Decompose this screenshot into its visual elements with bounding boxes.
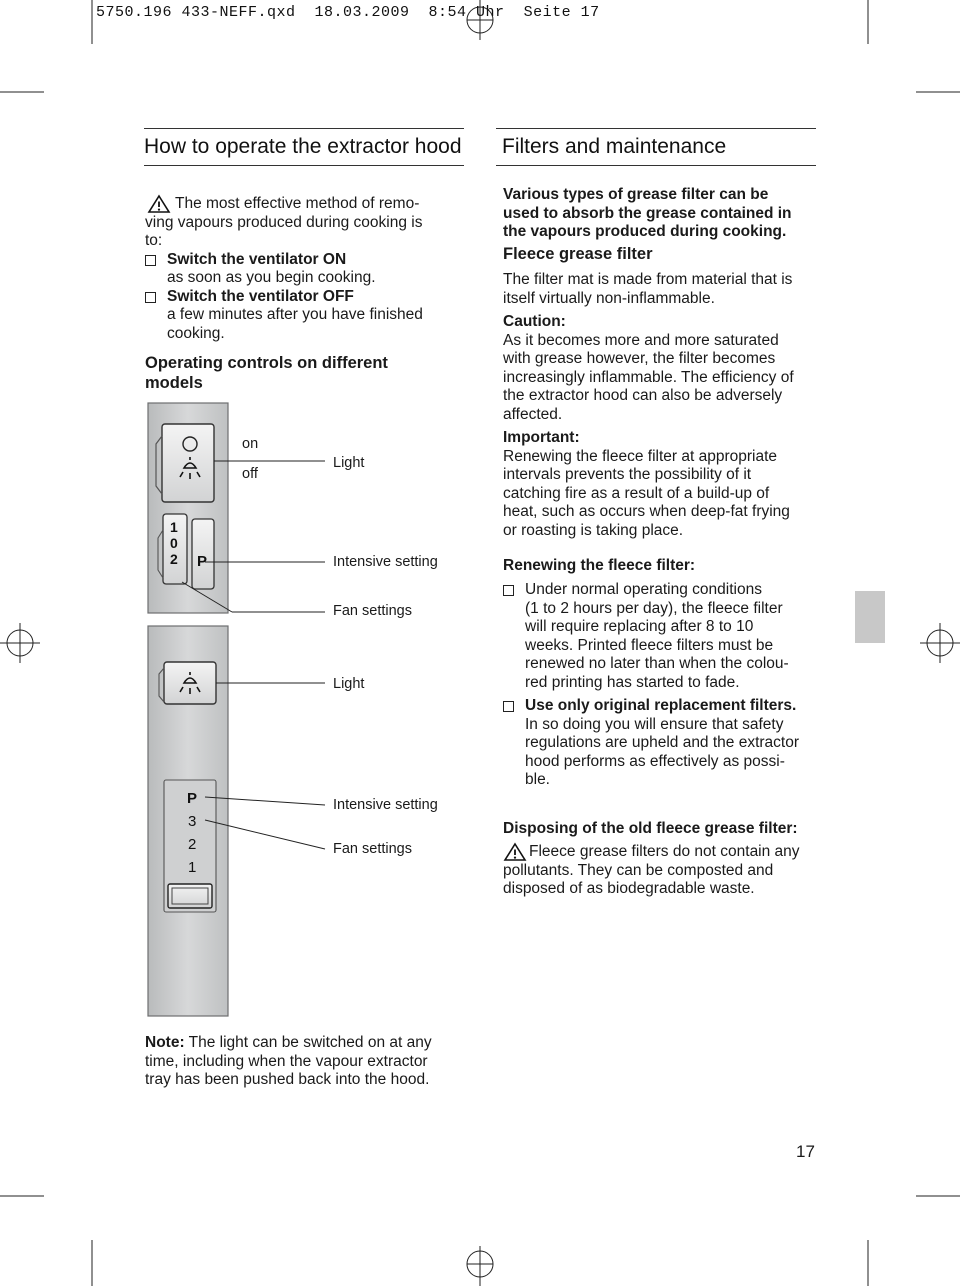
renew1-line-3: will require replacing after 8 to 10 xyxy=(525,618,754,635)
fan-digit-2: 2 xyxy=(170,551,178,567)
item1-bold: Switch the ventilator ON xyxy=(167,250,347,268)
slider-label-3: 3 xyxy=(188,813,197,830)
right-intro-line-1: Various types of grease filter can be xyxy=(503,186,769,203)
dispose-line-3: disposed of as biodegradable waste. xyxy=(503,880,755,897)
renew2-line-3: hood performs as effectively as possi- xyxy=(525,752,785,770)
label-intensive-1: Intensive setting xyxy=(333,554,438,570)
checkbox-bullet-icon xyxy=(503,585,514,596)
item2-text-2: cooking. xyxy=(167,324,225,342)
dispose-line-2: pollutants. They can be composted and xyxy=(503,861,774,879)
p-label: P xyxy=(197,553,208,570)
caution-line-2: with grease however, the filter becomes xyxy=(503,350,776,367)
intro-line-1: The most effective method of remo- xyxy=(175,195,420,212)
renew1-line-5: renewed no later than when the colou- xyxy=(525,655,789,672)
label-light-2: Light xyxy=(333,676,365,692)
item2-bold: Switch the ventilator OFF xyxy=(167,287,354,305)
caution-label: Caution: xyxy=(503,313,566,330)
list-item-original-filters xyxy=(503,697,823,790)
renew-list xyxy=(503,581,823,790)
note-label: Note: xyxy=(145,1034,185,1051)
note-line-3: tray has been pushed back into the hood. xyxy=(145,1071,430,1088)
fleece-paragraph xyxy=(503,271,823,540)
fleece-line-2: itself virtually non-inflammable. xyxy=(503,289,715,307)
renew1-line-6: red printing has started to fade. xyxy=(525,673,740,691)
left-section-title: How to operate the extractor hood xyxy=(144,135,462,158)
label-off: off xyxy=(242,466,258,482)
list-item-renew-interval xyxy=(503,581,823,692)
dispose-paragraph xyxy=(503,843,823,899)
caution-line-3: increasingly inflammable. The efficiency of xyxy=(503,368,794,386)
dispose-heading: Disposing of the old fleece grease filter: xyxy=(503,820,798,837)
warning-icon xyxy=(503,842,527,862)
renew1-line-2: (1 to 2 hours per day), the fleece filter xyxy=(525,599,783,617)
important-line-3: catching fire as a result of a build-up of xyxy=(503,484,770,502)
note-line-2: time, including when the vapour extractor xyxy=(145,1052,428,1070)
item1-text: as soon as you begin cooking. xyxy=(167,269,376,286)
right-title-rule-bottom xyxy=(496,165,816,166)
renew2-line-1: In so doing you will ensure that safety xyxy=(525,715,784,733)
caution-line-4: the extractor hood can also be adversely xyxy=(503,387,783,404)
slider-label-2: 2 xyxy=(188,836,197,853)
label-fan-1: Fan settings xyxy=(333,603,412,619)
fleece-line-1: The filter mat is made from material that is xyxy=(503,271,793,288)
checkbox-bullet-icon xyxy=(503,701,514,712)
renew2-line-2: regulations are upheld and the extractor xyxy=(525,734,800,751)
important-line-5: or roasting is taking place. xyxy=(503,521,684,539)
important-line-4: heat, such as occurs when deep-fat frying xyxy=(503,503,790,520)
intro-line-3: to: xyxy=(145,232,163,249)
page-number: 17 xyxy=(796,1142,815,1161)
important-line-1: Renewing the fleece filter at appropriate xyxy=(503,447,777,465)
right-intro xyxy=(503,186,823,242)
right-title-rule-top xyxy=(496,128,816,129)
right-section-title: Filters and maintenance xyxy=(502,135,727,158)
print-slug: 5750.196 433-NEFF.qxd 18.03.2009 8:54 Uhr Seite 17 xyxy=(96,4,600,21)
fan-digit-1: 1 xyxy=(170,519,178,535)
fleece-heading: Fleece grease filter xyxy=(503,245,653,263)
caution-line-5: affected. xyxy=(503,405,563,423)
intro-line-2: ving vapours produced during cooking is xyxy=(145,213,423,231)
label-intensive-2: Intensive setting xyxy=(333,797,438,813)
controls-heading-line-1: Operating controls on different xyxy=(145,354,388,372)
label-fan-2: Fan settings xyxy=(333,841,412,857)
right-intro-line-2: used to absorb the grease contained in xyxy=(503,204,792,222)
thumb-index-tab xyxy=(855,591,885,643)
slider-label-p: P xyxy=(187,790,198,807)
renew1-line-4: weeks. Printed fleece filters must be xyxy=(525,636,774,654)
controls-heading-line-2: models xyxy=(145,374,203,392)
label-light-1: Light xyxy=(333,455,365,471)
renew2-bold: Use only original replacement filters. xyxy=(525,697,797,714)
renew1-line-1: Under normal operating conditions xyxy=(525,581,762,598)
note-paragraph xyxy=(145,1034,465,1090)
slider-label-1: 1 xyxy=(188,859,197,876)
renew-heading: Renewing the fleece filter: xyxy=(503,557,696,574)
fan-digit-0: 0 xyxy=(170,535,178,551)
dispose-line-1: Fleece grease filters do not contain any xyxy=(529,843,800,860)
label-on: on xyxy=(242,436,259,452)
important-label: Important: xyxy=(503,429,580,446)
right-intro-line-3: the vapours produced during cooking. xyxy=(503,223,787,240)
renew2-line-4: ble. xyxy=(525,771,550,788)
important-line-2: intervals prevents the possibility of it xyxy=(503,466,752,483)
note-line-1: The light can be switched on at any xyxy=(184,1034,432,1051)
item2-text-1: a few minutes after you have finished xyxy=(167,306,423,323)
caution-line-1: As it becomes more and more saturated xyxy=(503,331,779,349)
